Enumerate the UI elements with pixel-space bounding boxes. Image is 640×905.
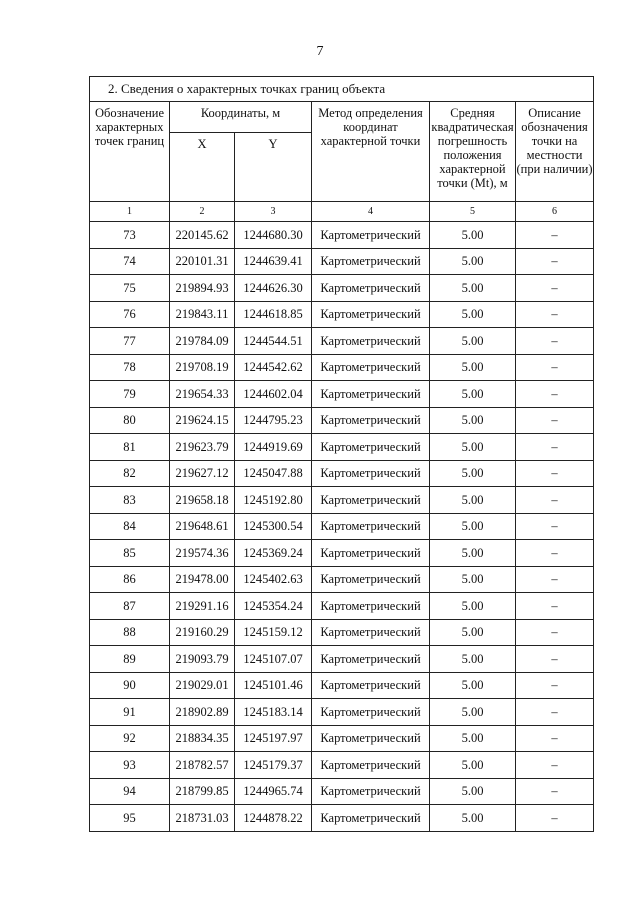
y-coordinate-cell: 1244639.41 — [235, 248, 312, 275]
y-coordinate-cell: 1244618.85 — [235, 301, 312, 328]
description-cell: – — [516, 540, 594, 567]
point-id-cell: 79 — [90, 381, 170, 408]
error-cell: 5.00 — [430, 301, 516, 328]
x-coordinate-cell: 219654.33 — [170, 381, 235, 408]
y-coordinate-cell: 1244680.30 — [235, 222, 312, 249]
table-row — [90, 248, 594, 275]
method-cell: Картометрический — [312, 540, 430, 567]
description-cell: – — [516, 672, 594, 699]
description-cell: – — [516, 354, 594, 381]
description-cell: – — [516, 487, 594, 514]
description-cell: – — [516, 434, 594, 461]
y-coordinate-cell: 1245192.80 — [235, 487, 312, 514]
column-number: 6 — [516, 202, 594, 222]
error-cell: 5.00 — [430, 593, 516, 620]
point-id-cell: 90 — [90, 672, 170, 699]
method-cell: Картометрический — [312, 407, 430, 434]
point-id-cell: 95 — [90, 805, 170, 832]
description-cell: – — [516, 593, 594, 620]
method-cell: Картометрический — [312, 434, 430, 461]
page-number: 7 — [316, 44, 324, 59]
boundary-points-table — [89, 76, 594, 832]
point-id-cell: 85 — [90, 540, 170, 567]
header-coordinates: Координаты, м — [170, 102, 312, 133]
y-coordinate-cell: 1245300.54 — [235, 513, 312, 540]
description-cell: – — [516, 381, 594, 408]
point-id-cell: 89 — [90, 646, 170, 673]
method-cell: Картометрический — [312, 593, 430, 620]
error-cell: 5.00 — [430, 460, 516, 487]
y-coordinate-cell: 1244795.23 — [235, 407, 312, 434]
header-y: Y — [235, 133, 312, 202]
y-coordinate-cell: 1245369.24 — [235, 540, 312, 567]
y-coordinate-cell: 1244965.74 — [235, 778, 312, 805]
method-cell: Картометрический — [312, 805, 430, 832]
point-id-cell: 73 — [90, 222, 170, 249]
table-row — [90, 487, 594, 514]
header-row-top — [90, 102, 594, 133]
table-row — [90, 672, 594, 699]
table-row — [90, 381, 594, 408]
table-row — [90, 619, 594, 646]
error-cell: 5.00 — [430, 646, 516, 673]
method-cell: Картометрический — [312, 619, 430, 646]
y-coordinate-cell: 1244602.04 — [235, 381, 312, 408]
method-cell: Картометрический — [312, 248, 430, 275]
description-cell: – — [516, 778, 594, 805]
column-number: 1 — [90, 202, 170, 222]
table-row — [90, 222, 594, 249]
error-cell: 5.00 — [430, 805, 516, 832]
method-cell: Картометрический — [312, 301, 430, 328]
point-id-cell: 93 — [90, 752, 170, 779]
error-cell: 5.00 — [430, 248, 516, 275]
description-cell: – — [516, 752, 594, 779]
description-cell: – — [516, 275, 594, 302]
table-row — [90, 354, 594, 381]
description-cell: – — [516, 513, 594, 540]
error-cell: 5.00 — [430, 434, 516, 461]
column-number: 3 — [235, 202, 312, 222]
table-row — [90, 646, 594, 673]
point-id-cell: 91 — [90, 699, 170, 726]
header-description: Описание обозначения точки на местности (при наличии) — [516, 102, 594, 202]
table-row — [90, 407, 594, 434]
description-cell: – — [516, 619, 594, 646]
point-id-cell: 77 — [90, 328, 170, 355]
error-cell: 5.00 — [430, 540, 516, 567]
method-cell: Картометрический — [312, 778, 430, 805]
x-coordinate-cell: 219624.15 — [170, 407, 235, 434]
y-coordinate-cell: 1244544.51 — [235, 328, 312, 355]
x-coordinate-cell: 219291.16 — [170, 593, 235, 620]
point-id-cell: 86 — [90, 566, 170, 593]
description-cell: – — [516, 222, 594, 249]
error-cell: 5.00 — [430, 725, 516, 752]
point-id-cell: 81 — [90, 434, 170, 461]
description-cell: – — [516, 407, 594, 434]
error-cell: 5.00 — [430, 566, 516, 593]
table-row — [90, 699, 594, 726]
description-cell: – — [516, 699, 594, 726]
x-coordinate-cell: 218799.85 — [170, 778, 235, 805]
method-cell: Картометрический — [312, 725, 430, 752]
error-cell: 5.00 — [430, 354, 516, 381]
table-row — [90, 805, 594, 832]
description-cell: – — [516, 725, 594, 752]
section-title-row — [90, 77, 594, 102]
x-coordinate-cell: 218834.35 — [170, 725, 235, 752]
table-row — [90, 328, 594, 355]
table-row — [90, 540, 594, 567]
y-coordinate-cell: 1244919.69 — [235, 434, 312, 461]
x-coordinate-cell: 219894.93 — [170, 275, 235, 302]
error-cell: 5.00 — [430, 513, 516, 540]
y-coordinate-cell: 1245354.24 — [235, 593, 312, 620]
point-id-cell: 87 — [90, 593, 170, 620]
error-cell: 5.00 — [430, 619, 516, 646]
error-cell: 5.00 — [430, 672, 516, 699]
x-coordinate-cell: 219708.19 — [170, 354, 235, 381]
y-coordinate-cell: 1245183.14 — [235, 699, 312, 726]
point-id-cell: 75 — [90, 275, 170, 302]
method-cell: Картометрический — [312, 354, 430, 381]
point-id-cell: 88 — [90, 619, 170, 646]
x-coordinate-cell: 219160.29 — [170, 619, 235, 646]
point-id-cell: 78 — [90, 354, 170, 381]
table-row — [90, 752, 594, 779]
x-coordinate-cell: 219623.79 — [170, 434, 235, 461]
method-cell: Картометрический — [312, 513, 430, 540]
y-coordinate-cell: 1245047.88 — [235, 460, 312, 487]
y-coordinate-cell: 1245159.12 — [235, 619, 312, 646]
x-coordinate-cell: 220101.31 — [170, 248, 235, 275]
error-cell: 5.00 — [430, 752, 516, 779]
y-coordinate-cell: 1245197.97 — [235, 725, 312, 752]
description-cell: – — [516, 566, 594, 593]
error-cell: 5.00 — [430, 275, 516, 302]
table-row — [90, 593, 594, 620]
column-number: 4 — [312, 202, 430, 222]
header-method: Метод определения координат характерной точки — [312, 102, 430, 202]
method-cell: Картометрический — [312, 381, 430, 408]
point-id-cell: 74 — [90, 248, 170, 275]
table-row — [90, 778, 594, 805]
method-cell: Картометрический — [312, 566, 430, 593]
error-cell: 5.00 — [430, 381, 516, 408]
table-row — [90, 434, 594, 461]
y-coordinate-cell: 1245402.63 — [235, 566, 312, 593]
x-coordinate-cell: 219784.09 — [170, 328, 235, 355]
point-id-cell: 83 — [90, 487, 170, 514]
x-coordinate-cell: 219029.01 — [170, 672, 235, 699]
y-coordinate-cell: 1244542.62 — [235, 354, 312, 381]
x-coordinate-cell: 219093.79 — [170, 646, 235, 673]
x-coordinate-cell: 218902.89 — [170, 699, 235, 726]
column-number: 5 — [430, 202, 516, 222]
error-cell: 5.00 — [430, 778, 516, 805]
point-id-cell: 76 — [90, 301, 170, 328]
table-row — [90, 460, 594, 487]
description-cell: – — [516, 805, 594, 832]
error-cell: 5.00 — [430, 328, 516, 355]
header-point: Обозначение характерных точек границ — [90, 102, 170, 202]
table-row — [90, 566, 594, 593]
column-number-row — [90, 202, 594, 222]
description-cell: – — [516, 460, 594, 487]
method-cell: Картометрический — [312, 699, 430, 726]
method-cell: Картометрический — [312, 646, 430, 673]
description-cell: – — [516, 301, 594, 328]
x-coordinate-cell: 218731.03 — [170, 805, 235, 832]
header-error: Средняя квадратическая погрешность положения характерной точки (Mt), м — [430, 102, 516, 202]
point-id-cell: 80 — [90, 407, 170, 434]
error-cell: 5.00 — [430, 487, 516, 514]
method-cell: Картометрический — [312, 222, 430, 249]
table-row — [90, 301, 594, 328]
column-number: 2 — [170, 202, 235, 222]
x-coordinate-cell: 219574.36 — [170, 540, 235, 567]
x-coordinate-cell: 218782.57 — [170, 752, 235, 779]
x-coordinate-cell: 219478.00 — [170, 566, 235, 593]
y-coordinate-cell: 1245179.37 — [235, 752, 312, 779]
y-coordinate-cell: 1245101.46 — [235, 672, 312, 699]
point-id-cell: 82 — [90, 460, 170, 487]
point-id-cell: 84 — [90, 513, 170, 540]
x-coordinate-cell: 219843.11 — [170, 301, 235, 328]
x-coordinate-cell: 219658.18 — [170, 487, 235, 514]
method-cell: Картометрический — [312, 275, 430, 302]
y-coordinate-cell: 1244626.30 — [235, 275, 312, 302]
point-id-cell: 94 — [90, 778, 170, 805]
method-cell: Картометрический — [312, 487, 430, 514]
section-title: 2. Сведения о характерных точках границ объекта — [90, 77, 594, 102]
table-row — [90, 275, 594, 302]
table-row — [90, 725, 594, 752]
error-cell: 5.00 — [430, 407, 516, 434]
x-coordinate-cell: 219648.61 — [170, 513, 235, 540]
description-cell: – — [516, 328, 594, 355]
error-cell: 5.00 — [430, 699, 516, 726]
y-coordinate-cell: 1244878.22 — [235, 805, 312, 832]
table-row — [90, 513, 594, 540]
header-x: X — [170, 133, 235, 202]
y-coordinate-cell: 1245107.07 — [235, 646, 312, 673]
method-cell: Картометрический — [312, 328, 430, 355]
point-id-cell: 92 — [90, 725, 170, 752]
x-coordinate-cell: 220145.62 — [170, 222, 235, 249]
method-cell: Картометрический — [312, 752, 430, 779]
method-cell: Картометрический — [312, 672, 430, 699]
description-cell: – — [516, 248, 594, 275]
method-cell: Картометрический — [312, 460, 430, 487]
error-cell: 5.00 — [430, 222, 516, 249]
description-cell: – — [516, 646, 594, 673]
x-coordinate-cell: 219627.12 — [170, 460, 235, 487]
